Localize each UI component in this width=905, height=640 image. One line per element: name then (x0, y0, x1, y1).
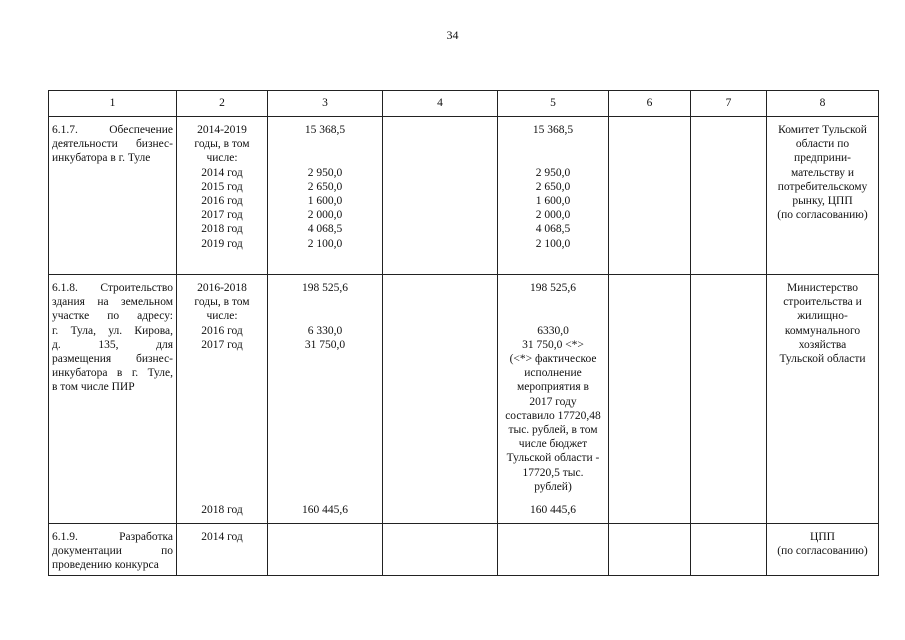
amount-col5-cell (498, 275, 609, 524)
text-line: 2 650,0 (535, 180, 571, 193)
text-line: 4 068,5 (307, 223, 343, 236)
text-line: строительства и (783, 296, 862, 309)
text-line: числе: (206, 152, 238, 165)
text-line: тыс. рублей, в том (508, 424, 598, 436)
text-line: участке по адресу: (52, 310, 173, 323)
text-line: ЦПП (810, 531, 835, 543)
text-line: (<*> фактическое (509, 352, 597, 365)
header-cell-3: 3 (268, 91, 383, 117)
amount-total-cell (268, 524, 383, 576)
description-cell (49, 275, 177, 524)
amount-col6-cell (609, 524, 691, 576)
executor-cell (767, 524, 879, 576)
text-line: 15 368,5 (532, 124, 574, 136)
text-line: потребительскому (777, 180, 868, 193)
text-line: числе бюджет (518, 438, 588, 451)
header-cell-1: 1 (49, 91, 177, 117)
text-line: 6.1.8. Строительство (52, 282, 173, 294)
text-line: Министерство (787, 282, 858, 294)
text-line: составило 17720,48 (505, 409, 601, 422)
header-cell-2: 2 (177, 91, 268, 117)
amount-col6-cell (609, 275, 691, 524)
text-line: 2018 год (201, 223, 243, 236)
amount-col5-cell (498, 117, 609, 275)
text-line: 2016 год (201, 195, 243, 208)
header-cell-7: 7 (691, 91, 767, 117)
period-cell (177, 275, 268, 524)
text-line: рублей) (534, 480, 572, 493)
text-line: 1 600,0 (535, 194, 571, 207)
text-line: мательству и (790, 166, 855, 179)
executor-cell (767, 275, 879, 524)
text-line: г. Тула, ул. Кирова, (52, 324, 173, 337)
header-cell-6: 6 (609, 91, 691, 117)
table-row (49, 117, 879, 275)
text-line: 17720,5 тыс. (522, 466, 584, 479)
amount-col4-cell (383, 275, 498, 524)
amount-total-cell (268, 117, 383, 275)
text-line: 2016-2018 (197, 282, 247, 294)
text-line: 2 100,0 (535, 237, 571, 250)
amount-col7-cell (691, 275, 767, 524)
header-row (49, 91, 879, 117)
amount-col7-cell (691, 524, 767, 576)
text-line: 2 000,0 (535, 209, 571, 222)
period-cell (177, 524, 268, 576)
text-line: проведению конкурса (52, 559, 159, 572)
text-line (498, 137, 608, 151)
amount-total-last: 160 445,6 (302, 503, 348, 516)
amount-col5-cell (498, 524, 609, 576)
amount-col4-cell (383, 117, 498, 275)
text-line (268, 295, 382, 309)
text-line: годы, в том (194, 296, 250, 309)
text-line (498, 151, 608, 165)
header-cell-8: 8 (767, 91, 879, 117)
period-cell (177, 117, 268, 275)
text-line: 2017 год (201, 338, 243, 351)
text-line: 2 000,0 (307, 209, 343, 222)
description-cell (49, 524, 177, 576)
text-line: 31 750,0 <*> (522, 338, 584, 351)
amount-col7-cell (691, 117, 767, 275)
text-line: деятельности бизнес- (52, 138, 173, 151)
text-line: 2017 году (529, 395, 577, 408)
text-line: д. 135, для (52, 338, 173, 351)
text-line: хозяйства (798, 338, 847, 351)
text-line: 2014 год (201, 166, 243, 179)
text-line: Тульской области - (506, 452, 600, 465)
text-line: (по согласованию) (777, 209, 868, 222)
executor-cell (767, 117, 879, 275)
text-line (268, 309, 382, 323)
text-line: 6 330,0 (307, 324, 343, 337)
text-line: в том числе ПИР (52, 381, 135, 394)
amount-col5-last: 160 445,6 (530, 503, 576, 516)
text-line: документации по (52, 545, 173, 558)
text-line: 2015 год (201, 180, 243, 193)
text-line: (по согласованию) (777, 545, 868, 558)
text-line (498, 295, 608, 309)
text-line: рынку, ЦПП (792, 195, 853, 208)
amount-total-cell (268, 275, 383, 524)
text-line: 4 068,5 (535, 223, 571, 236)
amount-col6-cell (609, 117, 691, 275)
text-line: инкубатора в г. Туле (52, 152, 151, 165)
text-line: числе: (206, 310, 238, 323)
text-line: мероприятия в (516, 381, 589, 394)
text-line: Комитет Тульской (778, 124, 867, 136)
text-line: 2 650,0 (307, 180, 343, 193)
program-table (48, 90, 879, 576)
text-line: 1 600,0 (307, 194, 343, 207)
text-line: жилищно- (797, 310, 848, 323)
header-cell-5: 5 (498, 91, 609, 117)
text-line: 2 100,0 (307, 237, 343, 250)
text-line: исполнение (524, 367, 582, 380)
text-line: размещения бизнес- (52, 353, 173, 366)
text-line: 2 950,0 (307, 166, 343, 179)
description-cell (49, 117, 177, 275)
text-line: 2019 год (201, 237, 243, 250)
text-line: Тульской области (779, 353, 866, 366)
text-line: 2014-2019 (197, 124, 247, 136)
text-line: области по (795, 138, 850, 151)
amount-col4-cell (383, 524, 498, 576)
text-line: 2016 год (201, 324, 243, 337)
text-line: 2 950,0 (535, 166, 571, 179)
table-row (49, 275, 879, 524)
text-line: 31 750,0 (304, 338, 346, 351)
text-line: 2014 год (201, 531, 243, 543)
text-line: годы, в том (194, 138, 250, 151)
text-line: 6.1.7. Обеспечение (52, 124, 173, 136)
text-line: здания на земельном (52, 296, 173, 309)
text-line (268, 137, 382, 151)
text-line: 198 525,6 (530, 282, 576, 294)
period-last: 2018 год (201, 503, 243, 516)
page-number: 34 (446, 28, 459, 42)
text-line: инкубатора в г. Туле, (52, 367, 173, 380)
text-line: 2017 год (201, 209, 243, 222)
text-line (498, 309, 608, 323)
text-line (268, 151, 382, 165)
table-row (49, 524, 879, 576)
text-line: 198 525,6 (302, 282, 348, 294)
header-cell-4: 4 (383, 91, 498, 117)
text-line: 6.1.9. Разработка (52, 531, 173, 543)
text-line: предприни- (794, 152, 851, 165)
text-line: коммунального (784, 324, 861, 337)
text-line: 6330,0 (537, 324, 569, 337)
text-line: 15 368,5 (304, 124, 346, 136)
